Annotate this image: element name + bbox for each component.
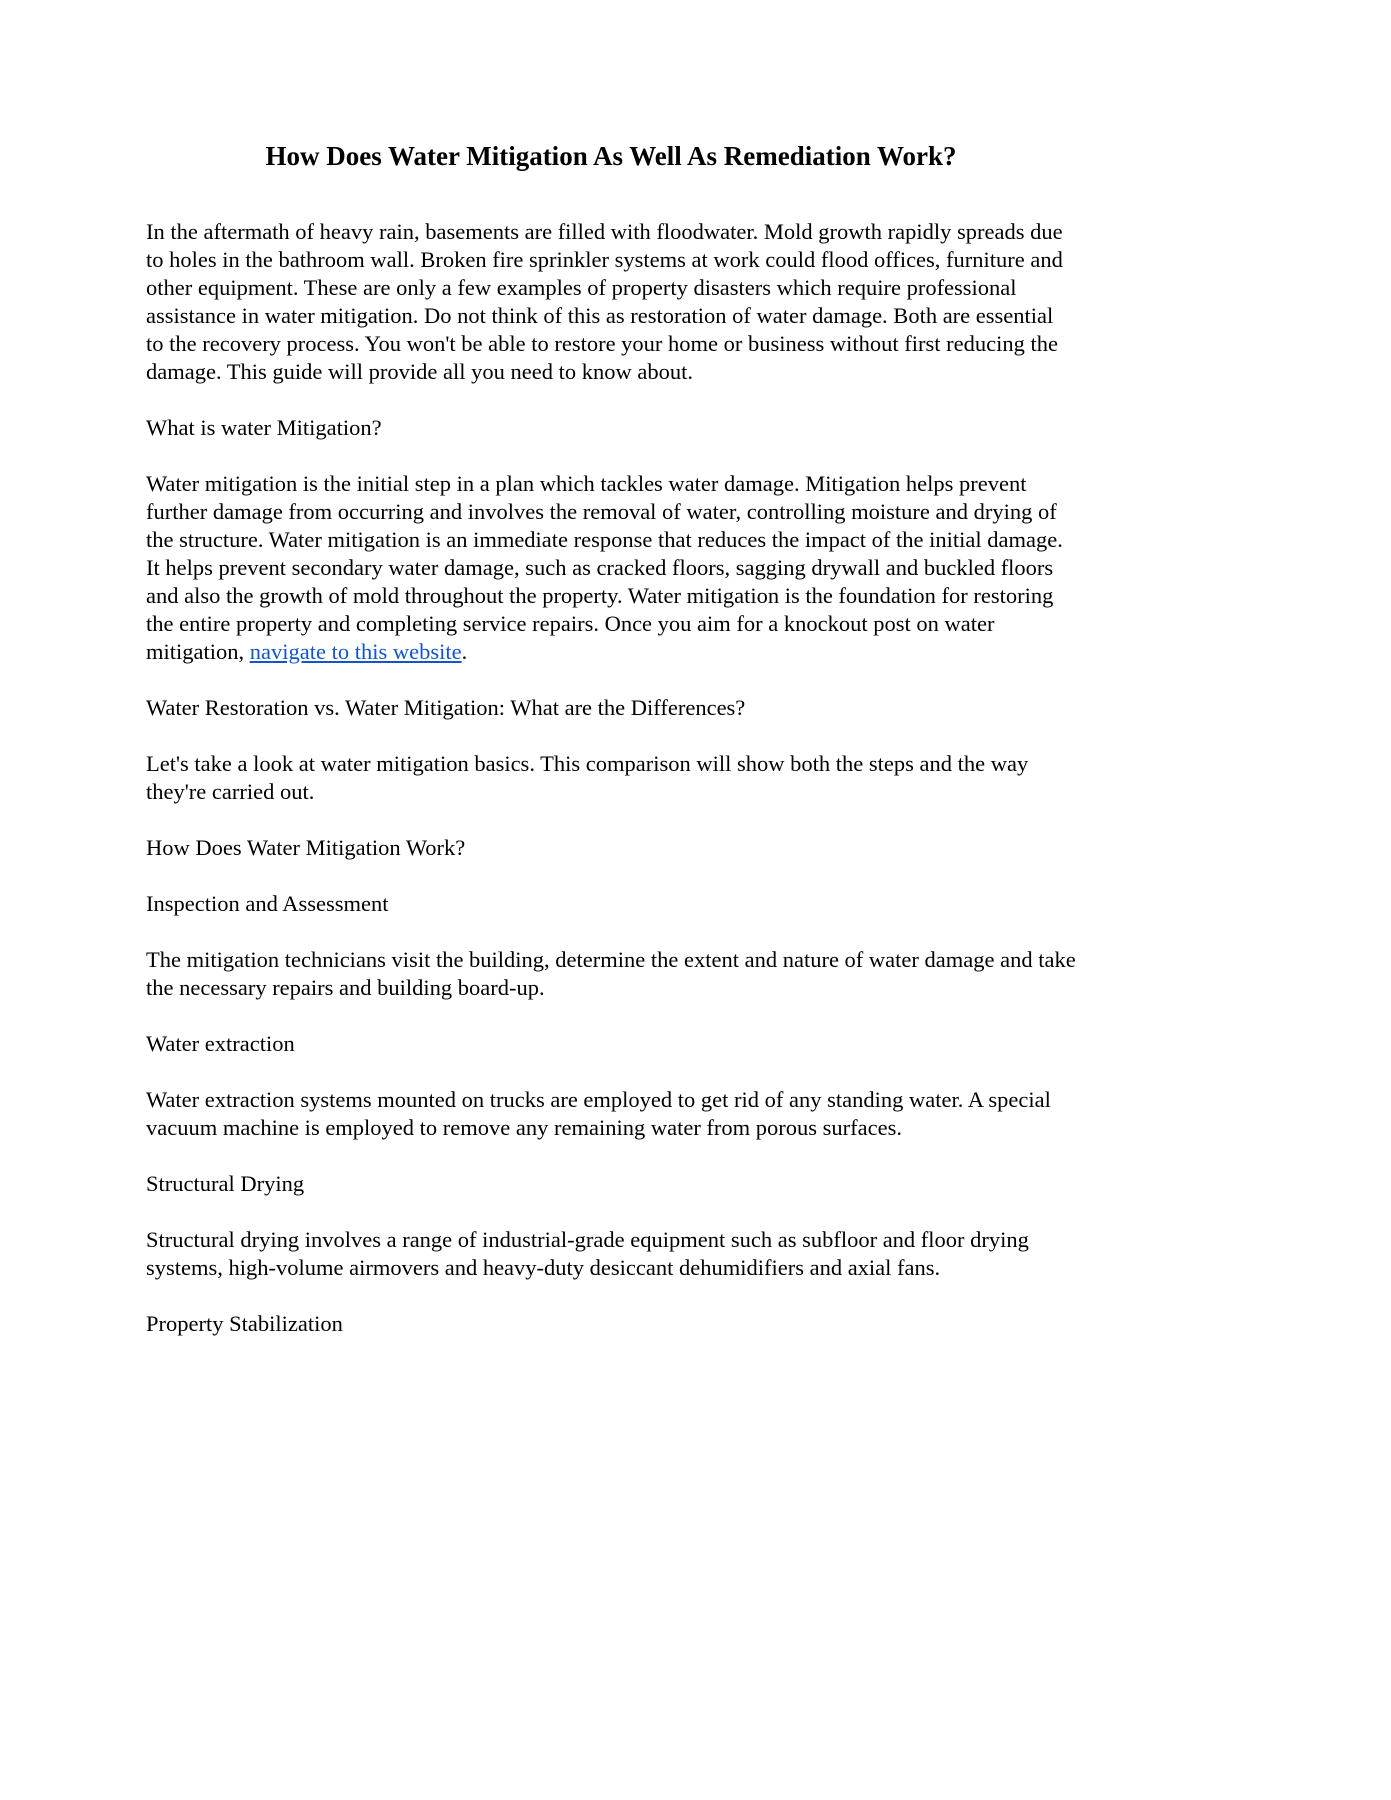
heading-water-extraction: Water extraction <box>146 1031 295 1056</box>
heading-what-is-water-mitigation: What is water Mitigation? <box>146 415 382 440</box>
paragraph-water-mitigation-text: Water mitigation is the initial step in a plan which tackles water damage. Mitigation helps prevent further damage from occurring and involves the removal of water, controlling moisture and drying of the structure. Water mitigation is an immediate response that reduces the impact of the initial damage. It helps prevent secondary water damage, such as cracked floors, sagging drywall and buckled floors and also the growth of mold throughout the property. Water mitigation is the foundation for restoring the entire property and completing service repairs. Once you aim for a knockout post on water mitigation, <box>146 471 1063 664</box>
heading-how-does-water-mitigation-work: How Does Water Mitigation Work? <box>146 835 466 860</box>
paragraph-structural-drying: Structural drying involves a range of industrial-grade equipment such as subfloor and floor drying systems, high-volume airmovers and heavy-duty desiccant dehumidifiers and axial fans. <box>146 1227 1029 1280</box>
heading-restoration-vs-mitigation: Water Restoration vs. Water Mitigation: What are the Differences? <box>146 695 746 720</box>
navigate-to-this-website-link[interactable]: navigate to this website <box>249 639 462 664</box>
heading-structural-drying: Structural Drying <box>146 1171 305 1196</box>
paragraph-inspection: The mitigation technicians visit the building, determine the extent and nature of water damage and take the necessary repairs and building board-up. <box>146 947 1076 1000</box>
paragraph-water-mitigation <box>146 470 1076 666</box>
paragraph-water-extraction: Water extraction systems mounted on trucks are employed to get rid of any standing water. A special vacuum machine is employed to remove any remaining water from porous surfaces. <box>146 1087 1051 1140</box>
heading-property-stabilization: Property Stabilization <box>146 1311 343 1336</box>
paragraph-comparison: Let's take a look at water mitigation basics. This comparison will show both the steps and the way they're carried out. <box>146 751 1029 804</box>
paragraph-water-mitigation-period: . <box>461 639 468 664</box>
paragraph-intro: In the aftermath of heavy rain, basements are filled with floodwater. Mold growth rapidly spreads due to holes in the bathroom wall. Broken fire sprinkler systems at work could flood offices, furniture and other equipment. These are only a few examples of property disasters which require professional assistance in water mitigation. Do not think of this as restoration of water damage. Both are essential to the recovery process. You won't be able to restore your home or business without first reducing the damage. This guide will provide all you need to know about. <box>146 219 1063 384</box>
document-title: How Does Water Mitigation As Well As Remediation Work? <box>265 141 957 171</box>
heading-inspection-and-assessment: Inspection and Assessment <box>146 891 389 916</box>
